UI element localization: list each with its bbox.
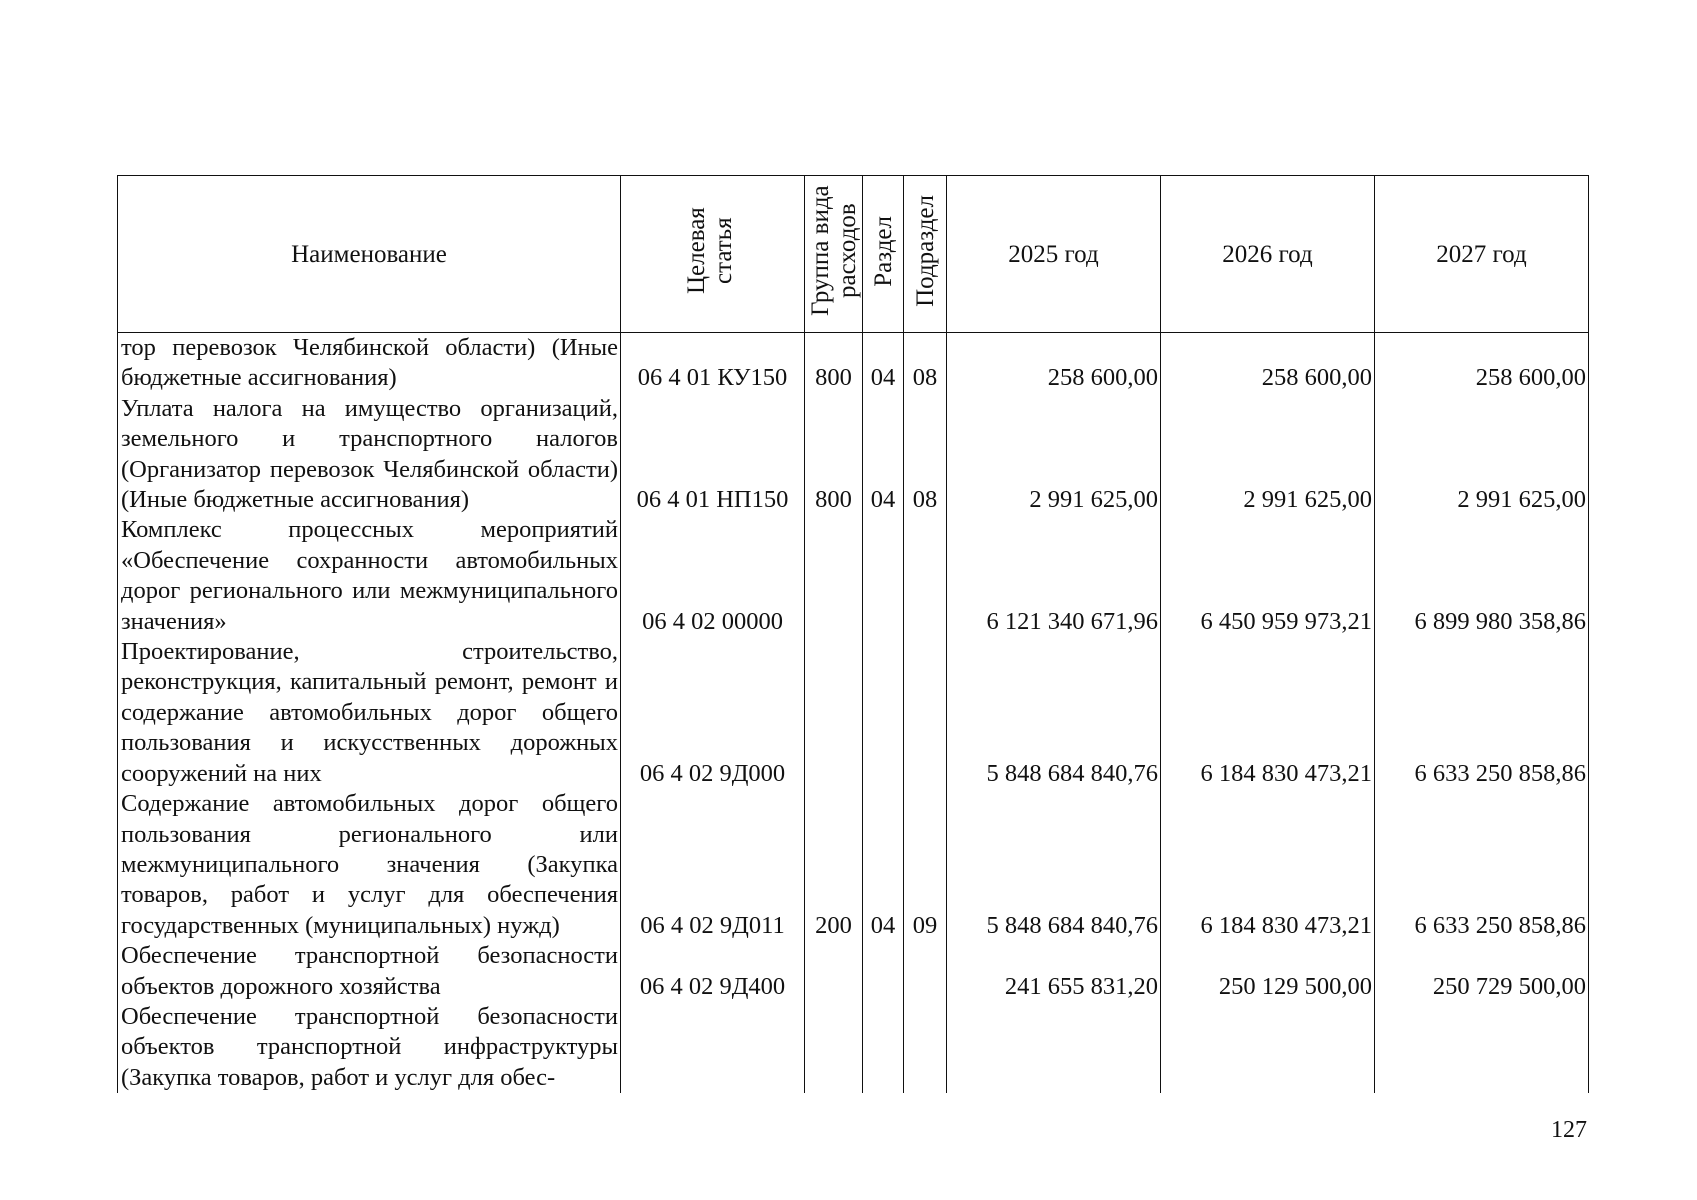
row-2027: 258 600,00 — [1375, 333, 1589, 394]
row-2027: 6 633 250 858,86 — [1375, 789, 1589, 941]
row-subsection — [904, 515, 947, 637]
table-body — [118, 333, 1589, 1094]
table-row — [118, 333, 1589, 394]
row-section — [863, 1002, 904, 1093]
row-section — [863, 637, 904, 789]
row-section — [863, 515, 904, 637]
row-name: Обеспечение транспортной безопасности объектов дорожного хозяйства — [118, 941, 621, 1002]
header-subsection — [904, 176, 947, 333]
row-code: 06 4 01 КУ150 — [621, 333, 805, 394]
row-section: 04 — [863, 333, 904, 394]
row-2026 — [1161, 1002, 1375, 1093]
row-2025: 5 848 684 840,76 — [947, 789, 1161, 941]
row-name: Проектирование, строительство, реконструкция, капитальный ремонт, ремонт и содержание автомобильных дорог общего пользования и искусственных дорожных сооружений на них — [118, 637, 621, 789]
header-group-text: Группа вида расходов — [806, 185, 861, 317]
row-code: 06 4 01 НП150 — [621, 394, 805, 516]
row-group: 800 — [805, 394, 863, 516]
header-section-text: Раздел — [869, 215, 897, 287]
row-2025 — [947, 1002, 1161, 1093]
row-subsection — [904, 1002, 947, 1093]
row-subsection: 08 — [904, 394, 947, 516]
row-name: Обеспечение транспортной безопасности объектов транспортной инфраструктуры (Закупка товаров, работ и услуг для обес- — [118, 1002, 621, 1093]
row-group — [805, 941, 863, 1002]
header-section — [863, 176, 904, 333]
row-2026: 6 450 959 973,21 — [1161, 515, 1375, 637]
row-group: 800 — [805, 333, 863, 394]
row-2025: 241 655 831,20 — [947, 941, 1161, 1002]
row-2026: 6 184 830 473,21 — [1161, 789, 1375, 941]
row-subsection — [904, 637, 947, 789]
row-2025: 6 121 340 671,96 — [947, 515, 1161, 637]
budget-table — [117, 175, 1589, 1093]
row-2026: 250 129 500,00 — [1161, 941, 1375, 1002]
row-name: Уплата налога на имущество организаций, земельного и транспортного налогов (Организатор перевозок Челябинской области) (Иные бюджетные ассигнования) — [118, 394, 621, 516]
table-row — [118, 941, 1589, 1002]
row-subsection: 08 — [904, 333, 947, 394]
header-subsection-text: Подраздел — [911, 195, 939, 307]
page-number: 127 — [1551, 1117, 1587, 1143]
header-group — [805, 176, 863, 333]
row-2027: 2 991 625,00 — [1375, 394, 1589, 516]
row-section — [863, 941, 904, 1002]
header-name: Наименование — [118, 176, 621, 333]
table-row — [118, 789, 1589, 941]
row-2025: 258 600,00 — [947, 333, 1161, 394]
row-subsection: 09 — [904, 789, 947, 941]
table-header — [118, 176, 1589, 333]
row-name: тор перевозок Челябинской области) (Иные бюджетные ассигнования) — [118, 333, 621, 394]
row-group — [805, 515, 863, 637]
row-code: 06 4 02 00000 — [621, 515, 805, 637]
row-2026: 2 991 625,00 — [1161, 394, 1375, 516]
row-code: 06 4 02 9Д011 — [621, 789, 805, 941]
header-target-text: Целевая статья — [682, 207, 737, 295]
table-row — [118, 637, 1589, 789]
row-2027: 250 729 500,00 — [1375, 941, 1589, 1002]
row-2027 — [1375, 1002, 1589, 1093]
header-year-2025: 2025 год — [947, 176, 1161, 333]
row-group — [805, 1002, 863, 1093]
row-2027: 6 899 980 358,86 — [1375, 515, 1589, 637]
row-2027: 6 633 250 858,86 — [1375, 637, 1589, 789]
row-2026: 258 600,00 — [1161, 333, 1375, 394]
row-2025: 2 991 625,00 — [947, 394, 1161, 516]
row-code: 06 4 02 9Д000 — [621, 637, 805, 789]
header-target — [621, 176, 805, 333]
row-name: Содержание автомобильных дорог общего пользования регионального или межмуниципального значения (Закупка товаров, работ и услуг для обеспечения государственных (муниципальных) нужд) — [118, 789, 621, 941]
row-section: 04 — [863, 394, 904, 516]
header-year-2026: 2026 год — [1161, 176, 1375, 333]
row-group: 200 — [805, 789, 863, 941]
row-code — [621, 1002, 805, 1093]
table-row — [118, 394, 1589, 516]
row-section: 04 — [863, 789, 904, 941]
table-row — [118, 1002, 1589, 1093]
row-code: 06 4 02 9Д400 — [621, 941, 805, 1002]
table-row — [118, 515, 1589, 637]
row-name: Комплекс процессных мероприятий «Обеспечение сохранности автомобильных дорог регионального или межмуниципального значения» — [118, 515, 621, 637]
row-group — [805, 637, 863, 789]
header-year-2027: 2027 год — [1375, 176, 1589, 333]
row-subsection — [904, 941, 947, 1002]
row-2025: 5 848 684 840,76 — [947, 637, 1161, 789]
row-2026: 6 184 830 473,21 — [1161, 637, 1375, 789]
